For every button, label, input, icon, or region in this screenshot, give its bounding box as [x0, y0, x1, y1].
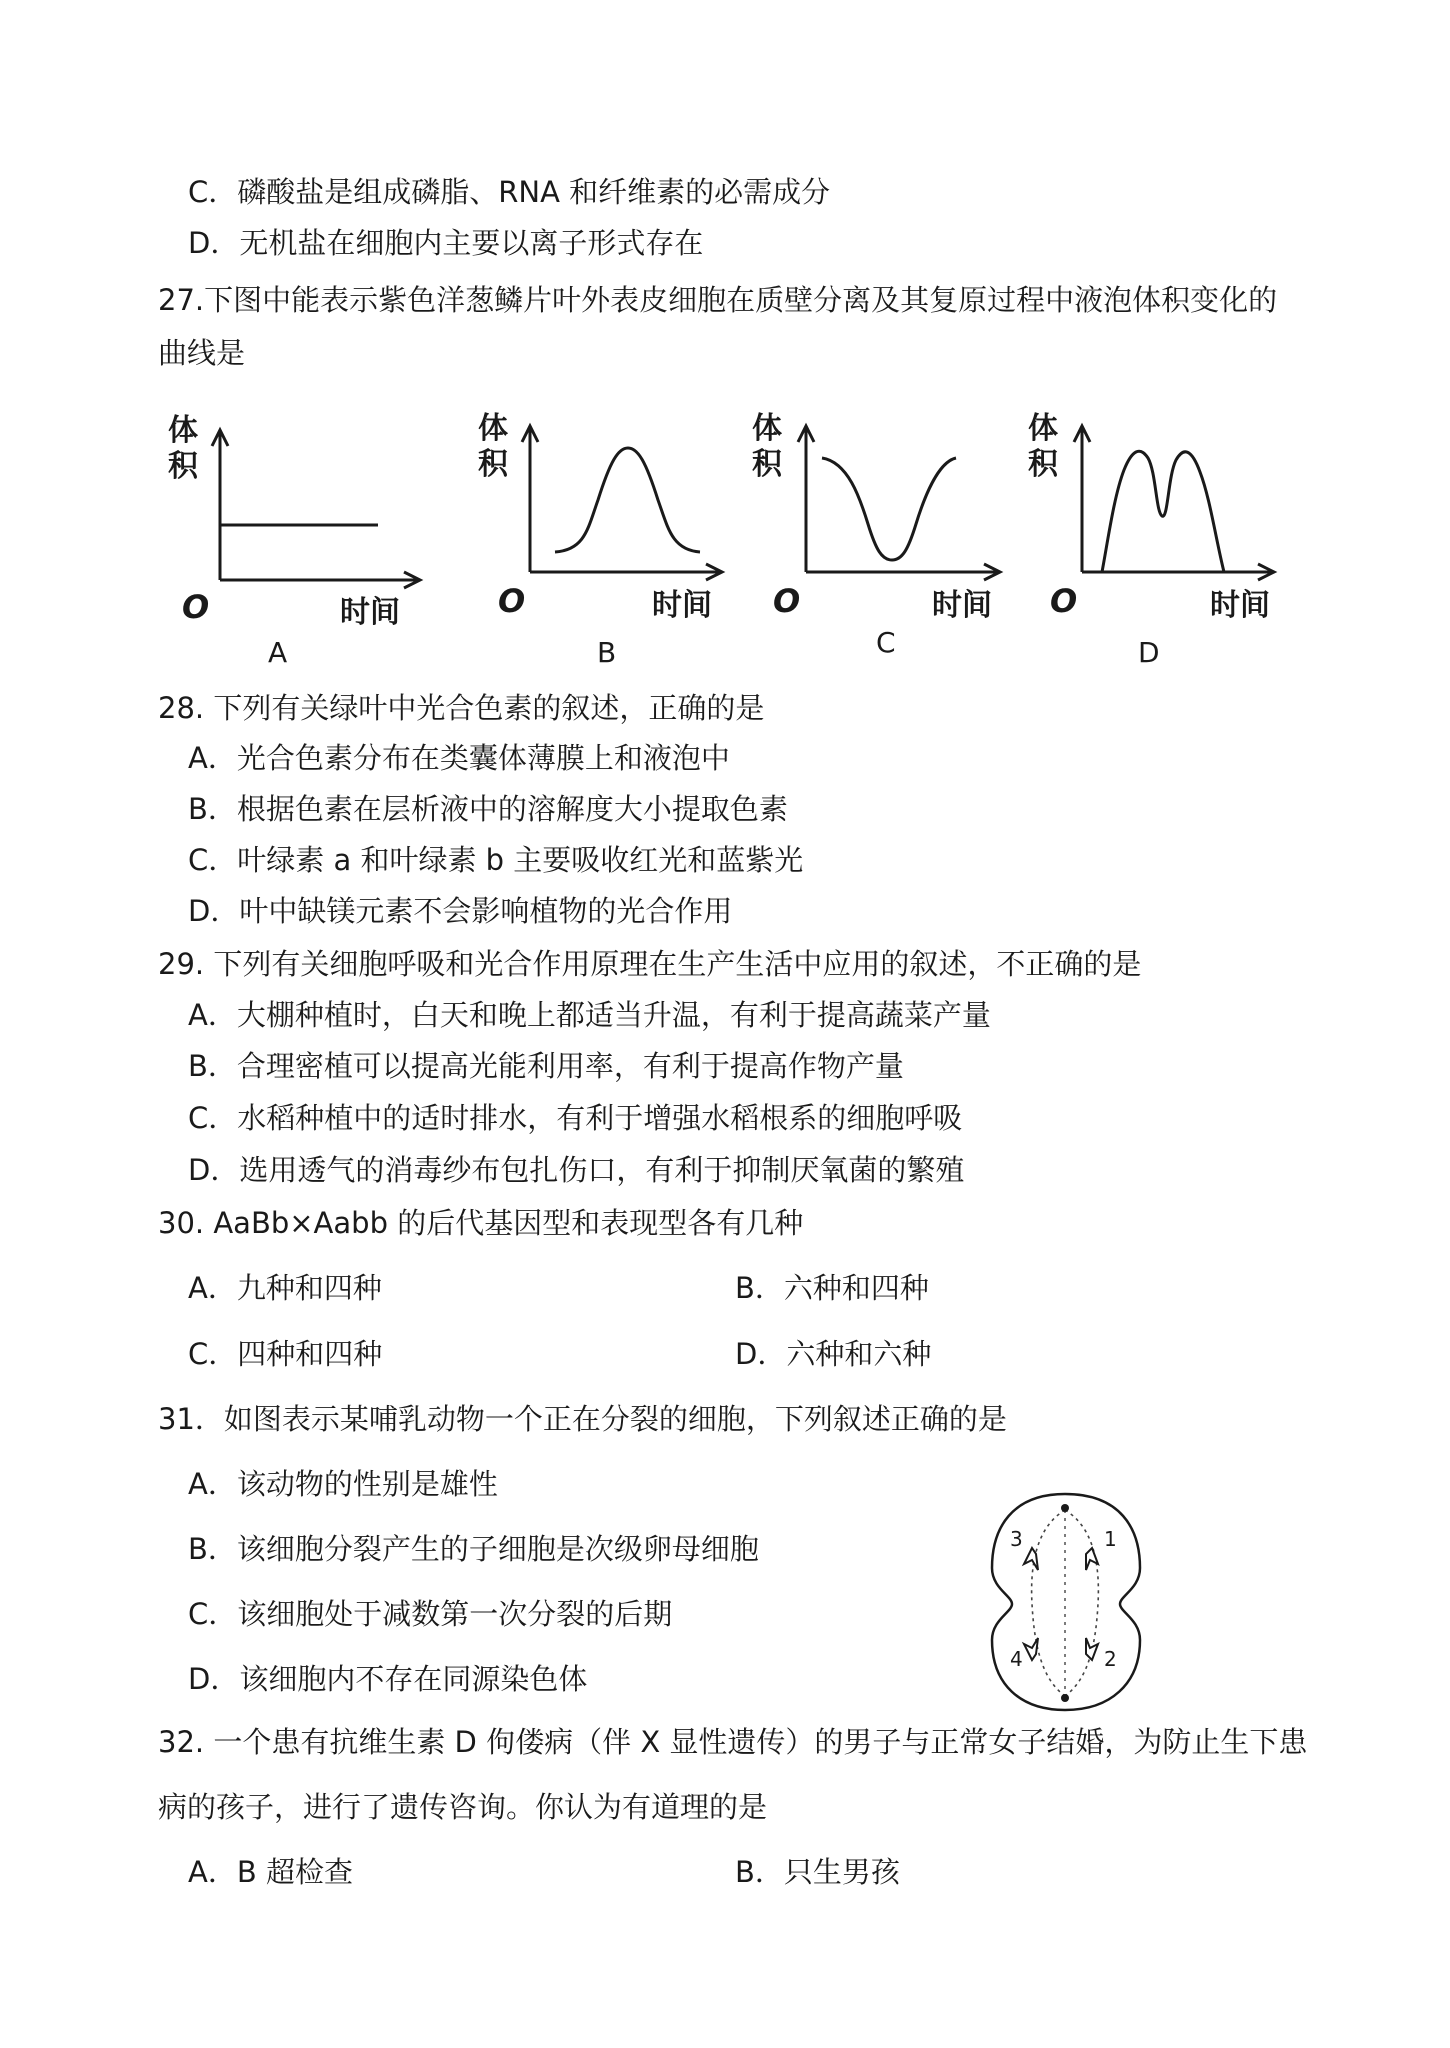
graph-c-ylabel-1: 体 [752, 411, 782, 446]
chrom-label-2: 2 [1104, 1647, 1117, 1671]
graph-a-label: A [268, 636, 288, 669]
q30-option-a: A．九种和四种 [188, 1271, 382, 1305]
q27-stem-line2: 曲线是 [158, 336, 246, 370]
graph-d-ylabel-1: 体 [1028, 411, 1058, 446]
q30-option-d: D．六种和六种 [735, 1337, 932, 1371]
q26-option-c: C．磷酸盐是组成磷脂、RNA 和纤维素的必需成分 [188, 175, 831, 209]
graph-d-curve [1102, 451, 1224, 572]
graph-b-origin: O [498, 582, 526, 620]
spindle-right [1065, 1510, 1098, 1696]
q31-stem: 31．如图表示某哺乳动物一个正在分裂的细胞，下列叙述正确的是 [158, 1402, 1007, 1436]
graph-a [168, 413, 420, 669]
q28-option-d: D．叶中缺镁元素不会影响植物的光合作用 [188, 894, 733, 928]
graph-c-origin: O [773, 582, 801, 620]
chrom-label-3: 3 [1010, 1527, 1023, 1551]
q28-stem: 28. 下列有关绿叶中光合色素的叙述，正确的是 [158, 691, 765, 725]
spindle-left [1032, 1510, 1065, 1696]
q32-option-a: A．B 超检查 [188, 1855, 353, 1889]
q31-option-a: A．该动物的性别是雄性 [188, 1467, 498, 1501]
graph-b-ylabel-1: 体 [478, 411, 508, 446]
chrom-label-1: 1 [1104, 1527, 1117, 1551]
q29-option-b: B．合理密植可以提高光能利用率，有利于提高作物产量 [188, 1049, 904, 1083]
q31-cell-diagram [980, 1488, 1150, 1718]
graph-b-curve [555, 448, 700, 552]
graph-a-origin: O [182, 588, 210, 626]
graph-c-label: C [876, 626, 896, 659]
q31-option-c: C．该细胞处于减数第一次分裂的后期 [188, 1597, 673, 1631]
q27-graphs [0, 400, 1450, 680]
q30-option-c: C．四种和四种 [188, 1337, 383, 1371]
chromosome-1 [1086, 1548, 1098, 1570]
graph-c-ylabel-2: 积 [752, 447, 782, 482]
q27-stem-line1: 27.下图中能表示紫色洋葱鳞片叶外表皮细胞在质壁分离及其复原过程中液泡体积变化的 [158, 283, 1278, 317]
q29-option-a: A．大棚种植时，白天和晚上都适当升温，有利于提高蔬菜产量 [188, 998, 991, 1032]
centriole-bottom [1061, 1694, 1069, 1702]
graph-d-xlabel: 时间 [1210, 588, 1270, 623]
graph-d [1028, 411, 1274, 669]
q29-option-c: C．水稻种植中的适时排水，有利于增强水稻根系的细胞呼吸 [188, 1101, 963, 1135]
q32-option-b: B．只生男孩 [735, 1855, 900, 1889]
graph-d-ylabel-2: 积 [1028, 447, 1058, 482]
graph-b-xlabel: 时间 [652, 588, 712, 623]
graph-b [478, 411, 722, 669]
q29-stem: 29. 下列有关细胞呼吸和光合作用原理在生产生活中应用的叙述，不正确的是 [158, 947, 1142, 981]
q26-option-d: D．无机盐在细胞内主要以离子形式存在 [188, 226, 704, 260]
chrom-label-4: 4 [1010, 1647, 1023, 1671]
graph-b-ylabel-2: 积 [478, 447, 508, 482]
graph-a-y-axis [212, 430, 228, 580]
graph-c-curve [822, 458, 956, 560]
graph-b-x-axis [530, 564, 722, 580]
graph-c [752, 411, 1000, 659]
graph-a-ylabel-2: 积 [168, 449, 198, 484]
centriole-top [1061, 1504, 1069, 1512]
graph-d-label: D [1138, 636, 1160, 669]
q30-stem: 30. AaBb×Aabb 的后代基因型和表现型各有几种 [158, 1206, 804, 1240]
graph-d-y-axis [1074, 426, 1090, 572]
graph-d-origin: O [1050, 582, 1078, 620]
q31-option-d: D．该细胞内不存在同源染色体 [188, 1662, 588, 1696]
graph-b-y-axis [522, 426, 538, 572]
graph-d-x-axis [1082, 564, 1274, 580]
q32-stem-line1: 32. 一个患有抗维生素 D 佝偻病（伴 X 显性遗传）的男子与正常女子结婚，为防止生下患 [158, 1725, 1308, 1759]
graph-b-label: B [597, 636, 617, 669]
chromosome-2 [1086, 1638, 1098, 1660]
q28-option-b: B．根据色素在层析液中的溶解度大小提取色素 [188, 792, 788, 826]
q29-option-d: D．选用透气的消毒纱布包扎伤口，有利于抑制厌氧菌的繁殖 [188, 1153, 965, 1187]
graph-a-x-axis [220, 572, 420, 588]
q28-option-a: A．光合色素分布在类囊体薄膜上和液泡中 [188, 741, 730, 775]
q30-option-b: B．六种和四种 [735, 1271, 929, 1305]
chromosome-4 [1024, 1638, 1038, 1660]
q31-option-b: B．该细胞分裂产生的子细胞是次级卵母细胞 [188, 1532, 759, 1566]
graph-a-xlabel: 时间 [340, 595, 400, 630]
q28-option-c: C．叶绿素 a 和叶绿素 b 主要吸收红光和蓝紫光 [188, 843, 804, 877]
graph-a-ylabel-1: 体 [168, 413, 198, 448]
graph-c-xlabel: 时间 [932, 588, 992, 623]
graph-c-x-axis [806, 564, 1000, 580]
q32-stem-line2: 病的孩子，进行了遗传咨询。你认为有道理的是 [158, 1790, 768, 1824]
graph-c-y-axis [798, 426, 814, 572]
